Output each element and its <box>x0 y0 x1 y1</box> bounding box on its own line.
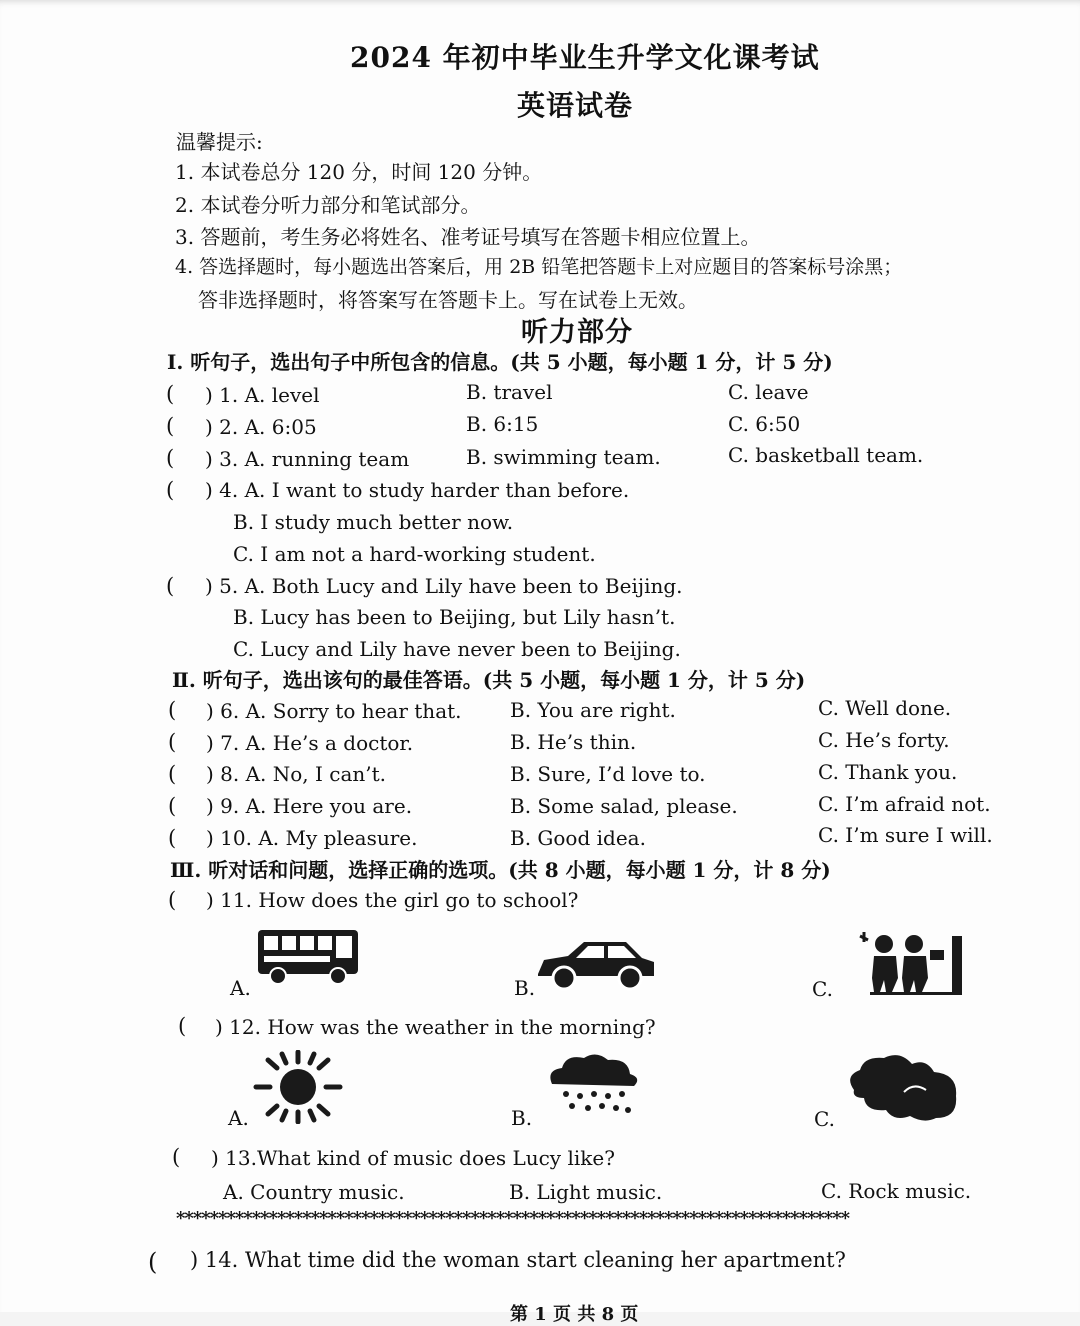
q2-option-a: ) 2. A. 6:05 <box>205 415 317 439</box>
q11-text: ) 11. How does the girl go to school? <box>206 888 579 912</box>
q8-option-a: ) 8. A. No, I can’t. <box>206 762 387 786</box>
q2-option-c: C. 6:50 <box>728 412 801 436</box>
answer-paren: ( <box>166 382 175 406</box>
q3-option-b: B. swimming team. <box>466 445 661 469</box>
q11-label-c: C. <box>812 977 833 1001</box>
tip-item: 2. 本试卷分听力部分和笔试部分。 <box>175 193 481 217</box>
q9-option-a: ) 9. A. Here you are. <box>206 794 413 818</box>
q10-option-c: C. I’m sure I will. <box>818 823 993 847</box>
exam-subtitle: 英语试卷 <box>517 89 634 122</box>
answer-paren: ( <box>166 414 175 438</box>
answer-paren: ( <box>166 478 175 502</box>
section-1-heading: I. 听句子，选出句子中所包含的信息。(共 5 小题，每小题 1 分，计 5 分) <box>167 350 833 374</box>
q11-label-b: B. <box>514 976 536 1000</box>
page-footer: 第 1 页 共 8 页 <box>510 1304 639 1325</box>
tips-heading: 温馨提示: <box>176 130 263 154</box>
tip-item: 3. 答题前，考生务必将姓名、准考证号填写在答题卡相应位置上。 <box>175 225 761 249</box>
q8-option-b: B. Sure, I’d love to. <box>510 762 706 786</box>
q12-label-a: A. <box>228 1106 249 1130</box>
q7-option-c: C. He’s forty. <box>818 728 950 752</box>
q12-label-b: B. <box>511 1106 533 1130</box>
answer-paren: ( <box>166 446 175 470</box>
answer-paren: ( <box>168 826 177 850</box>
exam-title: 2024 年初中毕业生升学文化课考试 <box>350 41 820 74</box>
sun-icon <box>250 1050 346 1124</box>
q4-option-a: ) 4. A. I want to study harder than before. <box>205 478 630 502</box>
answer-paren: ( <box>168 888 177 912</box>
car-icon <box>534 936 658 992</box>
q5-option-c: C. Lucy and Lily have never been to Beijing. <box>233 637 681 661</box>
q10-option-b: B. Good idea. <box>510 826 646 850</box>
section-2-heading: Ⅱ. 听句子，选出该句的最佳答语。(共 5 小题，每小题 1 分，计 5 分) <box>172 668 806 692</box>
bus-icon <box>256 926 360 986</box>
answer-paren: ( <box>166 574 175 598</box>
answer-paren: ( <box>172 1145 181 1169</box>
cloud-icon <box>844 1052 962 1124</box>
q7-option-a: ) 7. A. He’s a doctor. <box>206 731 414 755</box>
answer-paren: ( <box>168 794 177 818</box>
walking-children-icon <box>852 930 968 996</box>
q10-option-a: ) 10. A. My pleasure. <box>206 826 418 850</box>
q6-option-a: ) 6. A. Sorry to hear that. <box>206 699 462 723</box>
q12-text: ) 12. How was the weather in the morning? <box>215 1015 656 1039</box>
listening-title: 听力部分 <box>521 317 633 348</box>
q14-text: ) 14. What time did the woman start cleaning her apartment? <box>190 1248 846 1272</box>
q12-label-c: C. <box>814 1107 835 1131</box>
q11-label-a: A. <box>230 976 251 1000</box>
q5-option-b: B. Lucy has been to Beijing, but Lily hasn’t. <box>233 605 676 629</box>
q9-option-c: C. I’m afraid not. <box>818 792 991 816</box>
answer-paren: ( <box>168 730 177 754</box>
q13-option-a: A. Country music. <box>223 1180 405 1204</box>
q13-option-b: B. Light music. <box>509 1180 663 1204</box>
q8-option-c: C. Thank you. <box>818 760 958 784</box>
q1-option-b: B. travel <box>466 380 553 404</box>
answer-paren: ( <box>178 1014 187 1038</box>
q6-option-c: C. Well done. <box>818 696 952 720</box>
q6-option-b: B. You are right. <box>510 698 676 722</box>
q1-option-a: ) 1. A. level <box>205 383 320 407</box>
q3-option-c: C. basketball team. <box>728 443 924 467</box>
tip-item: 答非选择题时，将答案写在答题卡上。写在试卷上无效。 <box>198 288 698 312</box>
q13-option-c: C. Rock music. <box>821 1179 972 1203</box>
q3-option-a: ) 3. A. running team <box>205 447 410 471</box>
q2-option-b: B. 6:15 <box>466 412 539 436</box>
q9-option-b: B. Some salad, please. <box>510 794 738 818</box>
answer-paren: ( <box>168 762 177 786</box>
q13-text: ) 13.What kind of music does Lucy like? <box>211 1146 615 1170</box>
tip-item: 4. 答选择题时，每小题选出答案后，用 2B 铅笔把答题卡上对应题目的答案标号涂黑； <box>175 256 903 278</box>
tip-item: 1. 本试卷总分 120 分，时间 120 分钟。 <box>175 160 543 184</box>
answer-paren: ( <box>168 698 177 722</box>
q7-option-b: B. He’s thin. <box>510 730 637 754</box>
q1-option-c: C. leave <box>728 380 809 404</box>
section-3-heading: Ⅲ. 听对话和问题，选择正确的选项。(共 8 小题，每小题 1 分，计 8 分) <box>170 858 831 882</box>
q5-option-a: ) 5. A. Both Lucy and Lily have been to Beijing. <box>205 574 683 598</box>
q4-option-c: C. I am not a hard-working student. <box>233 542 596 566</box>
section-divider: ******************************************************************************** <box>176 1208 850 1229</box>
rain-cloud-icon <box>544 1050 642 1120</box>
answer-paren: ( <box>148 1248 158 1276</box>
q4-option-b: B. I study much better now. <box>233 510 514 534</box>
